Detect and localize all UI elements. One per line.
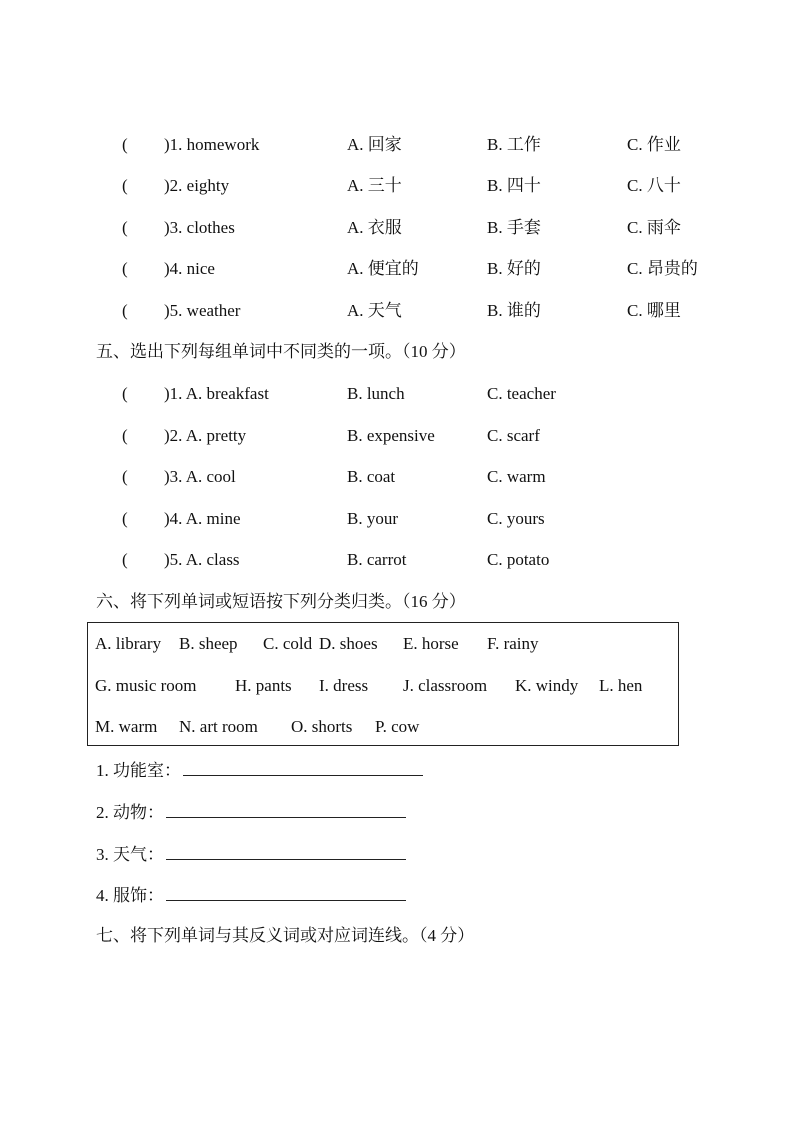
category-label: 2. 动物： (96, 803, 164, 822)
option-a: )1. A. breakfast (164, 384, 269, 403)
option-c: C. 哪里 (627, 301, 681, 320)
option-c: C. 八十 (627, 176, 681, 195)
answer-blank[interactable] (166, 799, 406, 818)
option-b: B. lunch (347, 384, 405, 403)
word-item: A. library (95, 634, 162, 653)
option-b: B. 手套 (487, 218, 541, 237)
question-row (0, 424, 794, 448)
option-b: B. 工作 (487, 135, 541, 154)
option-a: )5. A. class (164, 550, 240, 569)
question-word: )3. clothes (164, 218, 235, 237)
option-b: B. 好的 (487, 259, 541, 278)
question-word: )2. eighty (164, 176, 230, 195)
category-row (96, 841, 406, 865)
option-a: )2. A. pretty (164, 426, 247, 445)
option-c: C. warm (487, 467, 546, 486)
option-c: C. yours (487, 509, 545, 528)
option-c: C. scarf (487, 426, 540, 445)
section-title: 六、将下列单词或短语按下列分类归类。（16 分） (96, 592, 466, 611)
question-row (0, 216, 794, 240)
question-row (0, 382, 794, 406)
word-item: N. art room (179, 717, 258, 736)
word-item: I. dress (319, 676, 369, 695)
category-label: 1. 功能室： (96, 761, 181, 780)
answer-paren[interactable]: ( (122, 550, 128, 569)
word-bank-line (88, 632, 680, 656)
option-b: B. carrot (347, 550, 407, 569)
answer-paren[interactable]: ( (122, 509, 128, 528)
question-row (0, 133, 794, 157)
word-item: J. classroom (403, 676, 488, 695)
word-item: L. hen (599, 676, 643, 695)
answer-paren[interactable]: ( (122, 467, 128, 486)
word-item: M. warm (95, 717, 158, 736)
category-row (96, 757, 423, 781)
word-item: F. rainy (487, 634, 539, 653)
word-item: C. cold (263, 634, 313, 653)
answer-paren[interactable]: ( (122, 259, 128, 278)
category-label: 3. 天气： (96, 845, 164, 864)
answer-paren[interactable]: ( (122, 426, 128, 445)
option-a: )3. A. cool (164, 467, 236, 486)
option-a: A. 回家 (347, 135, 402, 154)
category-label: 4. 服饰： (96, 886, 164, 905)
word-item: K. windy (515, 676, 579, 695)
answer-paren[interactable]: ( (122, 135, 128, 154)
section-title: 七、将下列单词与其反义词或对应词连线。（4 分） (96, 926, 475, 945)
answer-blank[interactable] (166, 841, 406, 860)
question-row (0, 257, 794, 281)
question-word: )1. homework (164, 135, 260, 154)
answer-paren[interactable]: ( (122, 384, 128, 403)
word-item: P. cow (375, 717, 420, 736)
answer-blank[interactable] (166, 882, 406, 901)
option-a: A. 三十 (347, 176, 402, 195)
word-bank-line (88, 715, 680, 739)
option-a: A. 便宜的 (347, 259, 419, 278)
word-item: D. shoes (319, 634, 378, 653)
option-b: B. coat (347, 467, 396, 486)
question-row (0, 548, 794, 572)
question-row (0, 174, 794, 198)
word-item: E. horse (403, 634, 459, 653)
answer-paren[interactable]: ( (122, 176, 128, 195)
option-c: C. 雨伞 (627, 218, 681, 237)
option-b: B. your (347, 509, 398, 528)
option-a: A. 天气 (347, 301, 402, 320)
option-c: C. 作业 (627, 135, 681, 154)
answer-paren[interactable]: ( (122, 218, 128, 237)
category-row (96, 799, 406, 823)
word-item: O. shorts (291, 717, 353, 736)
category-row (96, 882, 406, 906)
question-row (0, 507, 794, 531)
option-b: B. expensive (347, 426, 435, 445)
word-item: B. sheep (179, 634, 238, 653)
word-item: G. music room (95, 676, 197, 695)
option-c: C. 昂贵的 (627, 259, 698, 278)
option-a: A. 衣服 (347, 218, 402, 237)
option-b: B. 谁的 (487, 301, 541, 320)
question-row (0, 299, 794, 323)
word-bank-line (88, 674, 680, 698)
section-title: 五、选出下列每组单词中不同类的一项。（10 分） (96, 342, 466, 361)
question-row (0, 465, 794, 489)
option-b: B. 四十 (487, 176, 541, 195)
option-a: )4. A. mine (164, 509, 241, 528)
question-word: )4. nice (164, 259, 215, 278)
question-word: )5. weather (164, 301, 241, 320)
option-c: C. potato (487, 550, 550, 569)
answer-paren[interactable]: ( (122, 301, 128, 320)
option-c: C. teacher (487, 384, 556, 403)
word-item: H. pants (235, 676, 292, 695)
answer-blank[interactable] (183, 757, 423, 776)
word-bank-box (87, 622, 679, 746)
